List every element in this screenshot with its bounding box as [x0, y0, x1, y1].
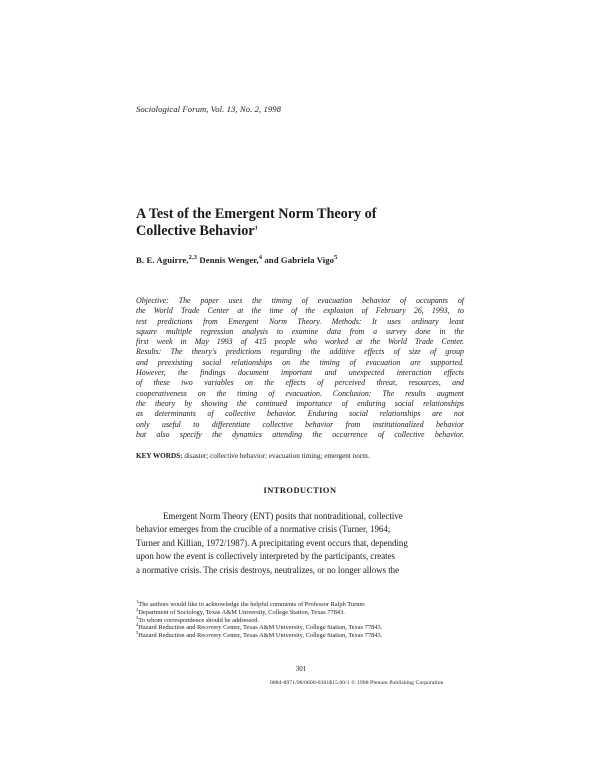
footnote-mark: 1 — [136, 598, 139, 604]
footnote-text: Hazard Reduction and Recovery Center, Texas A&M University, College Station, Texas 77843. — [138, 624, 383, 632]
abstract-line: the World Trade Center at the time of the explosion of February 26, 1993, to — [136, 306, 464, 316]
section-heading: INTRODUCTION — [263, 486, 337, 495]
author-mark: 4 — [258, 254, 263, 262]
title-footnote-mark: 1 — [254, 224, 258, 232]
author-name: and Gabriela Vigo — [264, 255, 335, 265]
footnote-mark: 4 — [136, 622, 139, 628]
abstract-line: but also specify the dynamics attending the occurrence of collective behavior. — [136, 429, 464, 439]
footnote-mark: 2 — [136, 606, 139, 612]
paper-title-line-2 — [136, 223, 466, 240]
abstract-line: of these two variables on the effects of perceived threat, resources, and — [136, 378, 464, 388]
paper-title-line-1: A Test of the Emergent Norm Theory of — [136, 206, 377, 222]
footnote-text: To whom correspondence should be addressed. — [138, 616, 259, 624]
abstract-line: and preexisting social relationships on the timing of evacuation are supported. — [136, 357, 464, 367]
issn-copyright-line: 0884-8971/98/0600-0301$15.00/1 © 1998 Plenum Publishing Corporation — [270, 680, 444, 686]
abstract-line: square multiple regression analysis to examine data from a survey done in the — [136, 326, 464, 336]
paper-title-line-2-text: Collective Behavior — [136, 223, 255, 239]
body-line: a normative crisis. The crisis destroys, neutralizes, or no longer allows the — [136, 564, 400, 575]
footnote-mark: 3 — [136, 614, 139, 620]
body-line: behavior emerges from the crucible of a normative crisis (Turner, 1964; — [136, 524, 391, 535]
abstract-line: as determinants of collective behavior. Enduring social relationships are not — [136, 409, 464, 419]
abstract-line: only useful to differentiate collective behavior from institutionalized behavior — [136, 419, 464, 429]
abstract-line: the theory by showing the continued importance of enduring social relationships — [136, 398, 464, 408]
abstract-line: Results: The theory's predictions regarding the additive effects of size of group — [136, 347, 464, 357]
abstract-line: test predictions from Emergent Norm Theory. Methods: It uses ordinary least — [136, 316, 464, 326]
body-line: upon how the event is collectively interpreted by the participants, creates — [136, 551, 396, 562]
footnote-text: The authors would like to acknowledge the helpful comments of Professor Ralph Turner. — [138, 601, 366, 608]
author-name: B. E. Aguirre, — [136, 255, 189, 265]
body-line: Turner and Killian, 1972/1987). A precipitating event occurs that, depending — [136, 537, 408, 548]
abstract-line: Objective: The paper uses the timing of evacuation behavior of occupants of — [136, 296, 464, 305]
author-mark: 2,3 — [188, 254, 198, 262]
body-line: Emergent Norm Theory (ENT) posits that nontraditional, collective — [163, 511, 403, 521]
journal-citation: Sociological Forum, Vol. 13, No. 2, 1998 — [136, 104, 282, 114]
abstract — [136, 296, 464, 440]
footnotes — [136, 598, 466, 640]
author-list — [136, 255, 337, 265]
footnote-text: Hazard Reduction and Recovery Center, Texas A&M University, College Station, Texas 77843. — [138, 632, 383, 640]
paper-title — [136, 206, 466, 240]
footnote-mark: 5 — [136, 630, 139, 636]
footnote-text: Department of Sociology, Texas A&M University, College Station, Texas 77843. — [138, 608, 345, 616]
abstract-line: cooperativeness on the timing of evacuation. Conclusion: The results augment — [136, 388, 464, 398]
page-number: 301 — [295, 665, 307, 673]
keywords-text: disaster; collective behavior; evacuation timing; emergent norm. — [182, 452, 370, 460]
body-text — [136, 510, 464, 577]
keywords — [136, 451, 370, 461]
abstract-line: However, the findings document important and unexpected interaction effects — [136, 368, 464, 378]
abstract-line: first week in May 1993 of 415 people who worked at the World Trade Center. — [136, 337, 464, 347]
author-mark: 5 — [334, 254, 338, 262]
author-name: Dennis Wenger, — [199, 255, 259, 265]
keywords-label: KEY WORDS: — [136, 452, 183, 460]
footnote — [136, 632, 466, 640]
footnote — [136, 598, 466, 609]
